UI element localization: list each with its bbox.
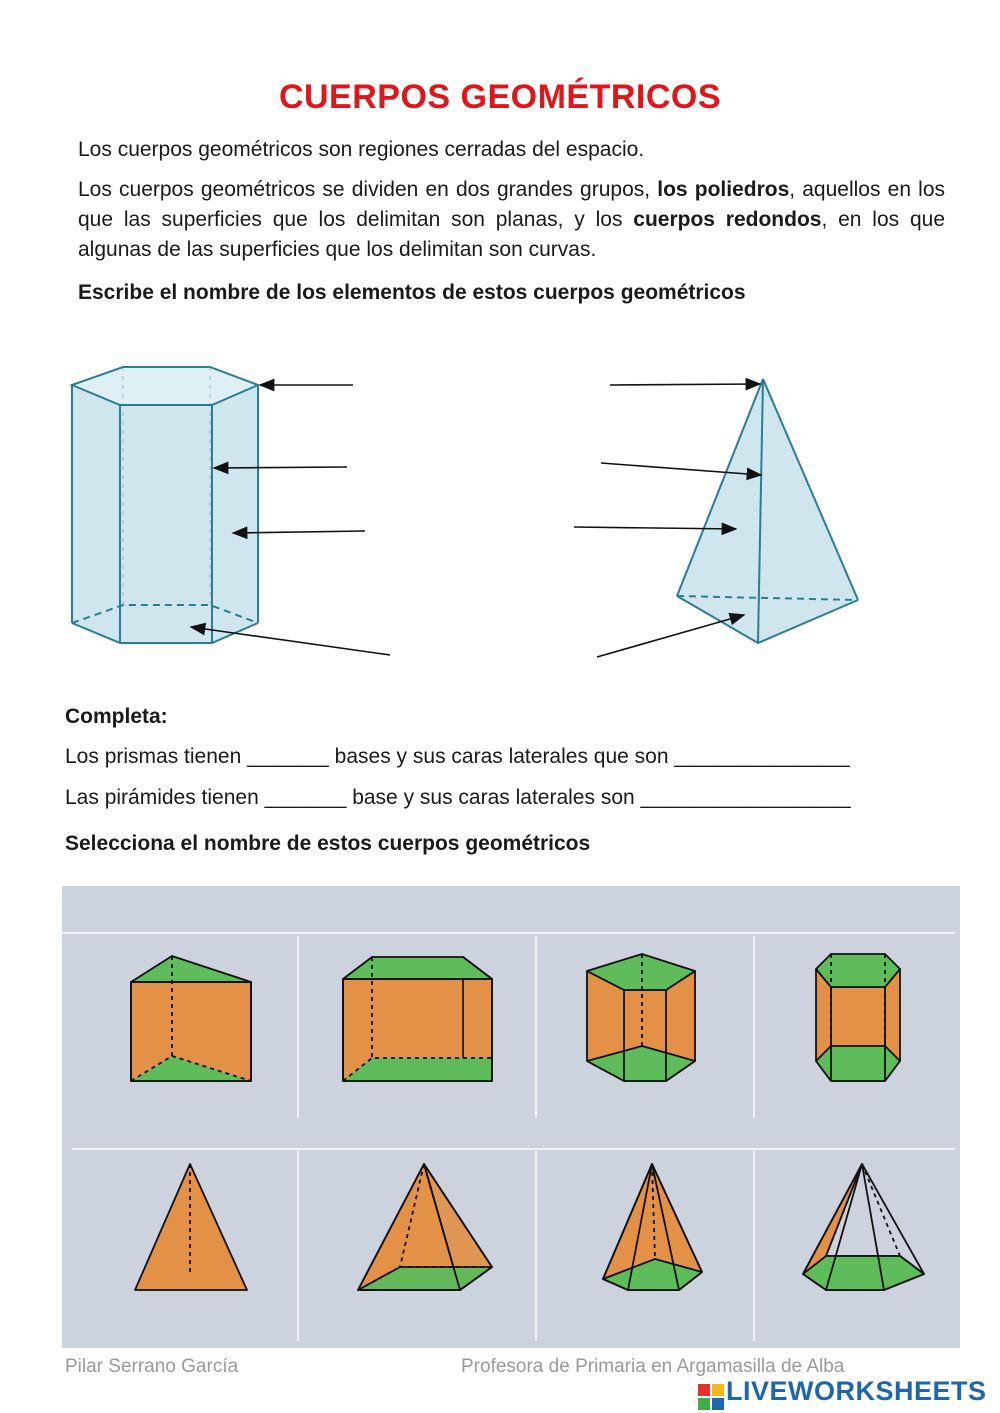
footer-author: Pilar Serrano García: [65, 1356, 239, 1377]
rectangular-prism[interactable]: [343, 956, 492, 1081]
triangular-pyramid-green[interactable]: [135, 1164, 247, 1290]
page-title: CUERPOS GEOMÉTRICOS: [278, 78, 722, 116]
exercise2-line-prismas: Los prismas tienen _______ bases y sus caras laterales que son _______________: [65, 745, 850, 768]
exercise2-line-piramides: Las pirámides tienen _______ base y sus caras laterales son __________________: [65, 786, 851, 809]
intro-text: Los cuerpos geométricos se dividen en dos grandes grupos,: [78, 178, 658, 201]
exercise1-figures: [0, 330, 1000, 670]
solids-panel: [62, 886, 960, 1348]
triangular-prism[interactable]: [131, 956, 251, 1081]
footer-role: Profesora de Primaria en Argamasilla de Alba: [461, 1356, 845, 1377]
logo-icon: [698, 1382, 726, 1410]
intro-text: , aquellos en los que las superficies que los delimitan son planas, y los: [78, 178, 946, 231]
logo-text: LIVEWORKSHEETS: [726, 1376, 987, 1406]
hexagonal-prism-green[interactable]: [816, 954, 900, 1081]
term-poliedros: los poliedros: [657, 178, 790, 201]
hexagonal-pyramid[interactable]: [803, 1164, 924, 1290]
triangular-pyramid: [677, 379, 858, 643]
intro-paragraph-1: Los cuerpos geométricos son regiones cerradas del espacio.: [78, 138, 645, 161]
term-cuerpos-redondos: cuerpos redondos: [633, 208, 822, 231]
exercise1-instruction: Escribe el nombre de los elementos de estos cuerpos geométricos: [78, 281, 746, 304]
exercise2-heading: Completa:: [65, 705, 168, 728]
liveworksheets-logo[interactable]: [698, 1376, 987, 1410]
solids-grid: [62, 886, 960, 1348]
exercise3-instruction: Selecciona el nombre de estos cuerpos geométricos: [65, 832, 591, 855]
intro-paragraph-2: [78, 175, 945, 265]
pentagonal-prism[interactable]: [587, 954, 695, 1081]
pentagonal-pyramid[interactable]: [603, 1164, 702, 1290]
hexagonal-prism: [72, 367, 258, 643]
intro-text: , en los que algunas de las superficies que los delimitan son curvas.: [78, 208, 945, 261]
square-pyramid[interactable]: [358, 1164, 492, 1290]
